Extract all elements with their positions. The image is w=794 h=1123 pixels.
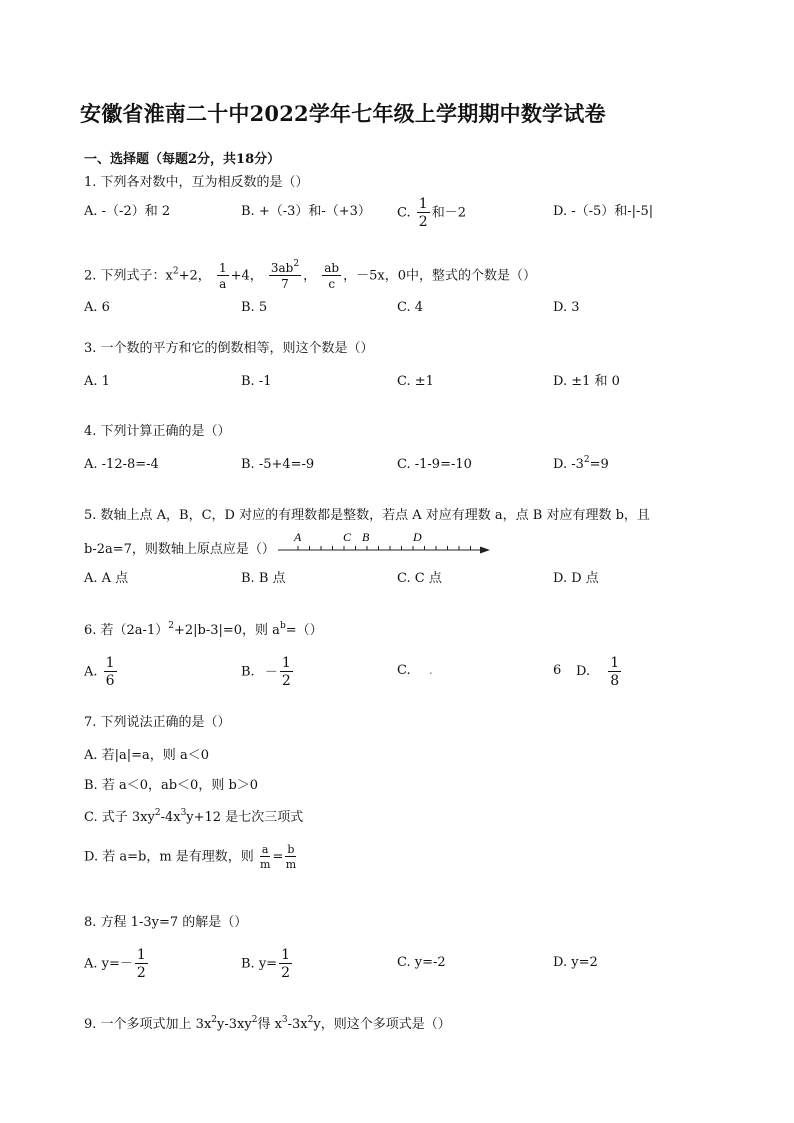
exponent: 2 xyxy=(307,1015,314,1025)
numerator: 1 xyxy=(218,261,227,275)
exponent: 2 xyxy=(293,259,300,269)
number-line-arrow xyxy=(480,547,490,554)
numerator-text: 3ab xyxy=(270,261,294,275)
number-line-figure xyxy=(276,528,490,562)
fraction xyxy=(135,948,148,980)
point-label-c: C xyxy=(343,530,352,544)
question-4-option-b: B. -5+4=-9 xyxy=(241,457,315,472)
question-8-option-a xyxy=(84,948,150,980)
fraction xyxy=(217,262,229,290)
option-text: -4x xyxy=(160,810,181,825)
stem-text: ，－5x，0中，整式的个数是（） xyxy=(343,268,536,284)
question-1-option-a: A. -（-2）和 2 xyxy=(84,204,171,219)
exponent: 2 xyxy=(154,808,161,818)
fraction xyxy=(285,844,296,870)
question-1-stem: 1. 下列各对数中，互为相反数的是（） xyxy=(84,175,309,190)
denominator: 2 xyxy=(281,965,290,981)
point-label-d: D xyxy=(413,530,422,544)
exponent: b xyxy=(279,621,286,631)
stem-text: =（） xyxy=(285,623,323,638)
question-2-option-c: C. 4 xyxy=(397,300,424,315)
denominator: 7 xyxy=(281,277,289,291)
fraction xyxy=(104,656,117,688)
question-7-stem: 7. 下列说法正确的是（） xyxy=(84,715,231,730)
section-heading: 一、选择题（每题2分，共18分） xyxy=(84,152,281,167)
fraction xyxy=(322,262,341,290)
question-1-option-d: D. -（-5）和-|-5| xyxy=(553,204,654,219)
question-5-option-b: B. B 点 xyxy=(241,571,286,586)
question-8-stem: 8. 方程 1-3y=7 的解是（） xyxy=(84,915,248,930)
question-2-stem xyxy=(84,259,536,291)
fraction xyxy=(260,844,271,870)
question-7-option-a: A. 若|a|=a，则 a＜0 xyxy=(84,748,209,763)
option-label: C. xyxy=(397,205,411,221)
option-text: B. y= xyxy=(241,956,278,972)
denominator: 8 xyxy=(610,673,620,689)
option-label: D. xyxy=(576,664,591,679)
question-6-option-b xyxy=(241,656,295,688)
fraction xyxy=(417,197,430,229)
question-4-stem: 4. 下列计算正确的是（） xyxy=(84,424,231,439)
question-3-stem: 3. 一个数的平方和它的倒数相等，则这个数是（） xyxy=(84,341,374,356)
option-value: . xyxy=(428,663,433,678)
question-6-stem xyxy=(84,623,323,639)
stem-text: +2|b-3|=0，则 a xyxy=(173,623,280,638)
question-6-option-c xyxy=(397,663,433,679)
question-4-option-c: C. -1-9=-10 xyxy=(397,457,472,472)
stem-text: 2. 下列式子： xyxy=(84,268,166,284)
question-4-option-d xyxy=(553,457,609,473)
question-2-option-a: A. 6 xyxy=(84,300,110,315)
exponent: 2 xyxy=(211,1015,218,1025)
question-7-option-d xyxy=(84,844,298,870)
exponent: 2 xyxy=(172,266,179,277)
point-label-b: B xyxy=(362,530,370,544)
exponent: 2 xyxy=(168,621,174,631)
fraction xyxy=(279,948,292,980)
question-6-stray-text: 6 xyxy=(553,663,562,678)
exponent: 3 xyxy=(180,808,187,818)
option-label: A. xyxy=(84,664,98,680)
option-text: 和－2 xyxy=(431,205,466,221)
question-9-stem xyxy=(84,1017,451,1033)
option-text: y+12 是七次三项式 xyxy=(186,810,304,825)
numerator: 1 xyxy=(136,947,146,963)
separator: ， xyxy=(303,268,317,284)
question-7-option-b: B. 若 a＜0，ab＜0，则 b＞0 xyxy=(84,778,259,793)
question-8-option-c: C. y=-2 xyxy=(397,955,446,970)
option-label: B. xyxy=(241,664,255,680)
point-label-a: A xyxy=(294,530,302,544)
denominator: a xyxy=(219,277,227,291)
denominator: 2 xyxy=(418,214,428,230)
stem-text: y，则这个多项式是（） xyxy=(313,1017,451,1032)
question-5-option-a: A. A 点 xyxy=(84,571,129,586)
denominator: c xyxy=(328,277,336,291)
question-8-option-d: D. y=2 xyxy=(553,955,598,970)
numerator: 1 xyxy=(281,655,291,671)
question-6-option-a xyxy=(84,656,119,688)
denominator: m xyxy=(259,858,271,871)
denominator: m xyxy=(285,858,297,871)
question-5-stem-line-1: 5. 数轴上点 A，B，C，D 对应的有理数都是整数，若点 A 对应有理数 a，点 B 对应有理数 b，且 xyxy=(84,508,650,523)
stem-text: 得 x xyxy=(257,1017,282,1032)
question-2-option-b: B. 5 xyxy=(241,300,268,315)
option-text: D. 若 a=b，m 是有理数，则 xyxy=(84,849,254,865)
question-8-option-b xyxy=(241,948,294,980)
stem-text: -3x xyxy=(287,1017,308,1032)
option-text: C. 式子 3xy xyxy=(84,810,155,825)
question-4-option-a: A. -12-8=-4 xyxy=(84,457,159,472)
numerator: a xyxy=(261,843,269,856)
question-1-option-c xyxy=(397,197,466,229)
numerator xyxy=(269,259,301,276)
question-5-stem-line-2: b-2a=7，则数轴上原点应是（） xyxy=(84,542,275,557)
numerator: 1 xyxy=(105,655,115,671)
question-3-option-d: D. ±1 和 0 xyxy=(553,374,620,389)
stem-text: 9. 一个多项式加上 3x xyxy=(84,1017,212,1032)
question-3-option-c: C. ±1 xyxy=(397,374,434,389)
question-5-option-d: D. D 点 xyxy=(553,571,599,586)
stem-text: y-3xy xyxy=(217,1017,252,1032)
equals-sign: = xyxy=(272,849,284,865)
numerator: 1 xyxy=(418,196,428,212)
exam-title: 安徽省淮南二十中2022学年七年级上学期期中数学试卷 xyxy=(80,101,606,126)
number-line-ticks xyxy=(298,546,471,550)
option-text: D. -3 xyxy=(553,457,584,472)
fraction xyxy=(280,656,293,688)
question-6-option-d xyxy=(576,656,623,688)
denominator: 2 xyxy=(136,965,146,981)
numerator: b xyxy=(287,843,295,856)
numerator: 1 xyxy=(610,655,620,671)
exponent: 3 xyxy=(281,1015,288,1025)
denominator: 2 xyxy=(281,673,291,689)
question-2-option-d: D. 3 xyxy=(553,300,580,315)
fraction xyxy=(608,656,621,688)
fraction xyxy=(269,259,301,291)
question-5-option-c: C. C 点 xyxy=(397,571,442,586)
numerator: ab xyxy=(324,261,340,275)
denominator: 6 xyxy=(105,673,115,689)
exponent: 2 xyxy=(251,1015,258,1025)
exponent: 2 xyxy=(583,455,590,465)
question-3-option-b: B. -1 xyxy=(241,374,272,389)
question-7-option-c xyxy=(84,810,303,826)
option-label: C. xyxy=(397,663,411,678)
minus-sign: － xyxy=(264,664,278,680)
question-3-option-a: A. 1 xyxy=(84,374,110,389)
stem-text: 6. 若（2a-1） xyxy=(84,623,169,638)
numerator: 1 xyxy=(281,947,290,963)
term-x: x xyxy=(165,268,173,284)
term-text: +4， xyxy=(230,268,263,284)
option-text: =9 xyxy=(589,457,609,472)
option-text: A. y=－ xyxy=(84,956,133,972)
question-1-option-b: B. +（-3）和-（+3） xyxy=(241,204,371,219)
term-text: +2， xyxy=(178,268,211,284)
